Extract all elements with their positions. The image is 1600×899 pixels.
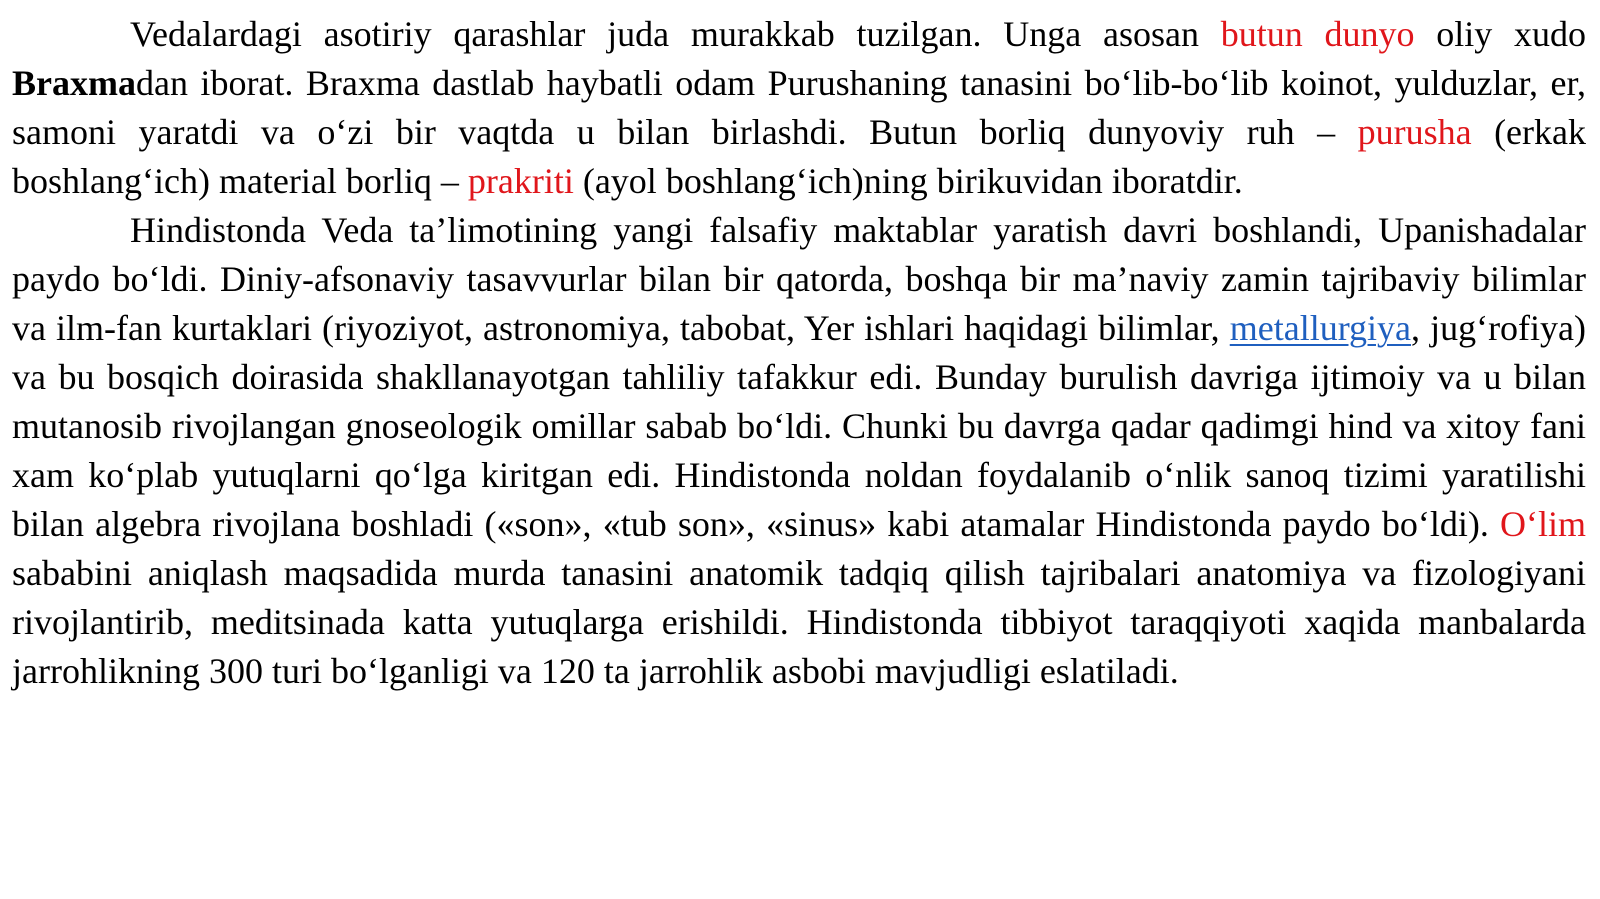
- text-segment: Vedalardagi asotiriy qarashlar juda murakkab tuzilgan. Unga asosan: [130, 14, 1221, 54]
- paragraph-vedic-views: [12, 10, 1586, 206]
- text-segment: , jug‘rofiya) va bu bosqich doirasida shakllanayotgan tahliliy tafakkur edi. Bunday burulish davriga ijtimoiy va u bilan mutanosib rivojlangan gnoseologik omillar sabab bo‘ldi. Chunki bu davrga qadar qadimgi hind va xitoy fani xam ko‘plab yutuqlarni qo‘lga kiritgan edi. Hindistonda noldan foydalanib o‘nlik sanoq tizimi yaratilishi bilan algebra rivojlana boshladi («son», «tub son», «sinus» kabi atamalar Hindistonda paydo bo‘ldi).: [12, 308, 1587, 544]
- text-segment: (erkak boshlang‘ich) material borliq –: [12, 112, 1586, 201]
- link-metallurgiya[interactable]: metallurgiya: [1229, 308, 1412, 348]
- bold-term-braxma: Braxma: [12, 63, 136, 103]
- text-segment: dan iborat. Braxma dastlab haybatli odam Purushaning tanasini bo‘lib-bo‘lib koinot, yulduzlar, er, samoni yaratdi va o‘zi bir vaqtda u bilan birlashdi. Butun borliq dunyoviy ruh –: [12, 63, 1586, 152]
- highlighted-term-butun-dunyo: butun dunyo: [1220, 14, 1415, 54]
- highlighted-term-purusha: purusha: [1357, 112, 1472, 152]
- paragraph-upanishads: [12, 206, 1586, 696]
- text-segment: Hindistonda Veda ta’limotining yangi falsafiy maktablar yaratish davri boshlandi, Upanishadalar paydo bo‘ldi. Diniy-afsonaviy tasavvurlar bilan bir qatorda, boshqa bir ma’naviy zamin tajribaviy bilimlar va ilm-fan kurtaklari (riyoziyot, astronomiya, tabobat, Yer ishlari haqidagi bilimlar,: [12, 210, 1586, 348]
- highlighted-term-prakriti: prakriti: [467, 161, 574, 201]
- text-segment: sababini aniqlash maqsadida murda tanasini anatomik tadqiq qilish tajribalari anatomiya va fizologiyani rivojlantirib, meditsinada katta yutuqlarga erishildi. Hindistonda tibbiyot taraqqiyoti xaqida manbalarda jarrohlikning 300 turi bo‘lganligi va 120 ta jarrohlik asbobi mavjudligi eslatiladi.: [12, 553, 1586, 691]
- highlighted-term-olim: O‘lim: [1500, 504, 1586, 544]
- text-segment: oliy xudo: [1414, 14, 1586, 54]
- text-segment: (ayol boshlang‘ich)ning birikuvidan iboratdir.: [573, 161, 1243, 201]
